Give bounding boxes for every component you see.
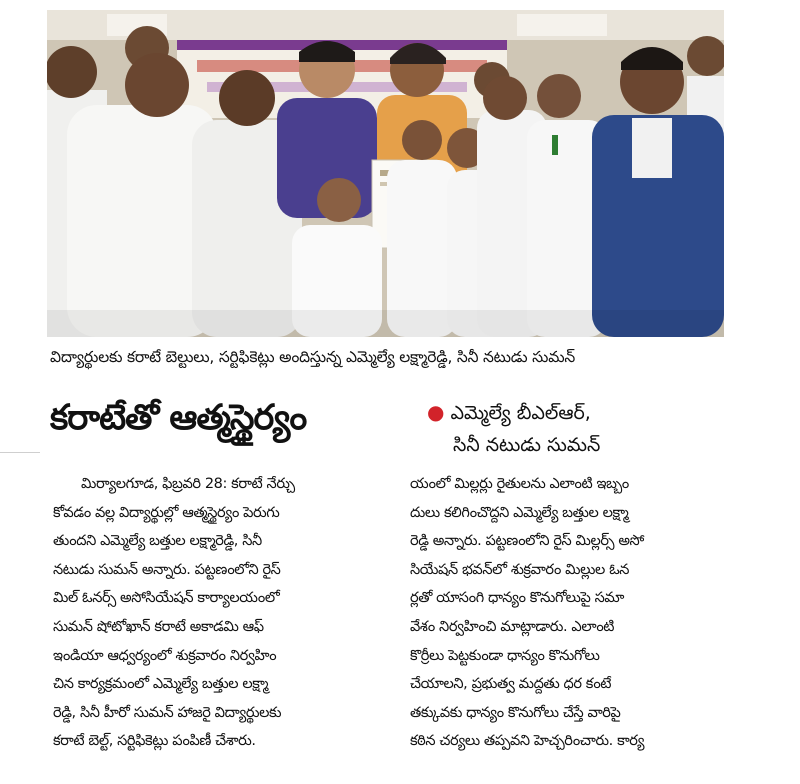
body-line: ర్లతో యాసంగి ధాన్యం కొనుగోలుపై సమా: [410, 590, 624, 607]
body-line: దులు కలిగించొద్దని ఎమ్మెల్యే బత్తుల లక్ష్మా: [410, 504, 629, 521]
body-line: వేశం నిర్వహించి మాట్లాడారు. ఎలాంటి: [410, 618, 615, 635]
body-line: కరాటే బెల్ట్, సర్టిఫికెట్లు పంపిణీ చేశారు.: [53, 733, 256, 750]
page-edge-rule: [0, 452, 40, 453]
body-line: కోవడం వల్ల విద్యార్థుల్లో ఆత్మస్థైర్యం పెరుగు: [53, 504, 280, 521]
body-line: మిర్యాలగూడ, ఫిబ్రవరి 28: కరాటే నేర్చు: [81, 476, 295, 492]
news-photo: [47, 10, 724, 337]
subhead-line-2: సినీ నటుడు సుమన్: [453, 434, 601, 456]
subhead-line-1: ఎమ్మెల్యే బీఎల్ఆర్,: [450, 402, 591, 424]
body-line: తుందని ఎమ్మెల్యే బత్తుల లక్ష్మారెడ్డి, సినీ: [53, 533, 262, 550]
body-line: మిల్ ఓనర్స్ అసోసియేషన్ కార్యాలయంలో: [53, 590, 280, 607]
body-line: నటుడు సుమన్ అన్నారు. పట్టణంలోని రైస్: [53, 561, 281, 578]
headline: కరాటేతో ఆత్మస్థైర్యం: [50, 397, 307, 438]
body-line: ఇండియా ఆధ్వర్యంలో శుక్రవారం నిర్వహిం: [53, 647, 277, 664]
body-line: సియేషన్ భవన్‌లో శుక్రవారం మిల్లుల ఓన: [410, 561, 630, 578]
body-line: రెడ్డి అన్నారు. పట్టణంలోని రైస్ మిల్లర్స్ అసో: [410, 533, 644, 550]
body-line: రెడ్డి, సినీ హీరో సుమన్ హాజరై విద్యార్థులకు: [53, 704, 282, 721]
body-line: సుమన్ షోటోఖాన్ కరాటే అకాడమి ఆఫ్: [53, 618, 264, 635]
photo-caption: విద్యార్థులకు కరాటే బెల్టులు, సర్టిఫికెట్లు అందిస్తున్న ఎమ్మెల్యే లక్ష్మారెడ్డి, సినీ నటుడు సుమన్: [50, 348, 576, 366]
subhead: [427, 396, 737, 461]
body-line: తక్కువకు ధాన్యం కొనుగోలు చేస్తే వారిపై: [410, 704, 621, 721]
body-line: చిన కార్యక్రమంలో ఎమ్మెల్యే బత్తుల లక్ష్మా: [53, 676, 269, 693]
body-column-left: [53, 470, 399, 756]
body-line: యంలో మిల్లర్లు రైతులను ఎలాంటి ఇబ్బం: [410, 476, 629, 492]
body-line: చేయాలని, ప్రభుత్వ మద్దతు ధర కంటే: [410, 676, 612, 693]
body-column-right: [410, 470, 732, 756]
body-line: కఠిన చర్యలు తప్పవని హెచ్చరించారు. కార్య: [410, 733, 645, 750]
bullet-icon: ●: [427, 400, 445, 424]
body-line: కొర్రీలు పెట్టకుండా ధాన్యం కొనుగోలు: [410, 647, 600, 664]
